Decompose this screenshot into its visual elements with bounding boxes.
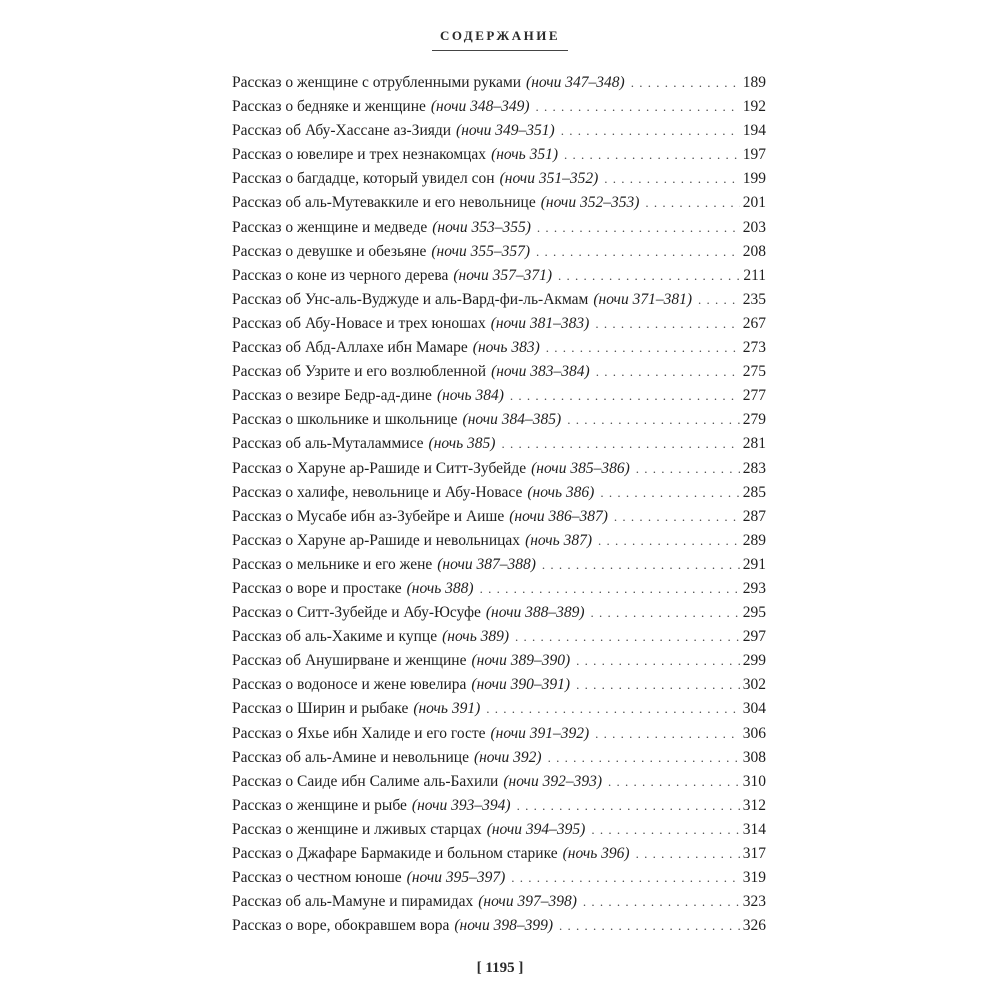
- toc-entry-page: 293: [742, 579, 766, 597]
- toc-entry[interactable]: [232, 866, 766, 890]
- toc-entry[interactable]: [232, 842, 766, 866]
- toc-entry[interactable]: [232, 408, 766, 432]
- toc-entry[interactable]: [232, 529, 766, 553]
- dot-leader: [591, 601, 740, 625]
- toc-entry-title: Рассказ о Харуне ар-Рашиде и невольницах: [232, 531, 521, 549]
- toc-entry[interactable]: [232, 191, 766, 215]
- toc-entry-page: 299: [742, 652, 766, 670]
- toc-entry[interactable]: [232, 360, 766, 384]
- toc-entry-title: Рассказ о Саиде ибн Салиме аль-Бахили: [232, 772, 499, 790]
- toc-entry-nights: (ночь 386): [527, 483, 595, 501]
- toc-entry-title: Рассказ о честном юноше: [232, 869, 402, 887]
- toc-entry[interactable]: [232, 288, 766, 312]
- dot-leader: [583, 890, 740, 914]
- toc-entry-page: 317: [742, 845, 766, 862]
- dot-leader: [536, 240, 740, 264]
- toc-entry-title: Рассказ о халифе, невольнице и Абу-Новасе: [232, 483, 523, 501]
- toc-entry-page: 287: [742, 507, 766, 525]
- toc-entry-page: 306: [742, 724, 766, 742]
- toc-entry-nights: (ночь 389): [442, 628, 510, 646]
- toc-entry-page: 192: [742, 98, 766, 116]
- toc-entry-title: Рассказ о мельнике и его жене: [232, 555, 433, 573]
- toc-entry-nights: (ночи 383–384): [491, 363, 590, 381]
- dot-leader: [596, 360, 740, 384]
- toc-entry-nights: (ночи 355–357): [431, 242, 531, 260]
- toc-entry-title: Рассказ о Ширин и рыбаке: [232, 700, 409, 718]
- toc-entry-title: Рассказ о Харуне ар-Рашиде и Ситт-Зубейде: [232, 459, 527, 477]
- toc-entry[interactable]: [232, 432, 766, 456]
- toc-entry[interactable]: [232, 722, 766, 746]
- dot-leader: [559, 914, 740, 938]
- toc-entry-title: Рассказ о девушке и обезьяне: [232, 242, 427, 260]
- toc-entry-nights: (ночи 393–394): [411, 796, 511, 814]
- toc-entry-page: 323: [742, 893, 766, 911]
- toc-entry[interactable]: [232, 697, 766, 721]
- toc-entry-nights: (ночи 385–386): [531, 459, 630, 477]
- toc-entry[interactable]: [232, 553, 766, 577]
- toc-entry-page: 314: [742, 820, 766, 838]
- dot-leader: [591, 818, 739, 842]
- dot-leader: [608, 770, 740, 794]
- dot-leader: [564, 143, 740, 167]
- toc-entry-nights: (ночь 387): [525, 531, 592, 549]
- toc-entry-nights: (ночи 387–388): [437, 555, 536, 573]
- toc-entry-page: 295: [742, 604, 766, 622]
- toc-entry-title: Рассказ о Джафаре Бармакиде и больном старике: [232, 845, 558, 862]
- toc-entry-nights: (ночи 352–353): [540, 194, 640, 212]
- toc-entry[interactable]: [232, 505, 766, 529]
- toc-entry[interactable]: [232, 95, 766, 119]
- toc-entry-page: 285: [742, 483, 766, 501]
- toc-entry-title: Рассказ о коне из черного дерева: [232, 266, 449, 284]
- dot-leader: [561, 119, 740, 143]
- toc-entry-title: Рассказ об аль-Хакиме и купце: [232, 628, 438, 646]
- toc-entry-title: Рассказ об аль-Муталаммисе: [232, 435, 424, 453]
- toc-entry[interactable]: [232, 143, 766, 167]
- dot-leader: [510, 384, 740, 408]
- toc-entry-page: 308: [742, 748, 766, 766]
- toc-entry-title: Рассказ о бедняке и женщине: [232, 98, 426, 116]
- toc-entry-nights: (ночь 391): [413, 700, 481, 718]
- dot-leader: [636, 842, 740, 866]
- dot-leader: [486, 697, 739, 721]
- toc-entry-page: 310: [742, 772, 766, 790]
- dot-leader: [614, 505, 740, 529]
- dot-leader: [515, 625, 740, 649]
- dot-leader: [698, 288, 740, 312]
- dot-leader: [645, 191, 739, 215]
- toc-entry-title: Рассказ о воре и простаке: [232, 579, 402, 597]
- title-underline: [432, 50, 568, 51]
- toc-entry-nights: (ночи 371–381): [593, 290, 692, 308]
- toc-entry-page: 208: [742, 242, 766, 260]
- toc-entry-nights: (ночь 396): [562, 845, 630, 862]
- toc-entry-page: 279: [742, 411, 766, 429]
- toc-entry-nights: (ночи 381–383): [490, 314, 590, 332]
- toc-entry-title: Рассказ о багдадце, который увидел сон: [232, 170, 495, 188]
- toc-entry-page: 289: [742, 531, 766, 549]
- dot-leader: [517, 794, 740, 818]
- toc-entry-page: 194: [742, 122, 766, 140]
- toc-entry[interactable]: [232, 649, 766, 673]
- toc-entry[interactable]: [232, 577, 766, 601]
- toc-entry[interactable]: [232, 119, 766, 143]
- dot-leader: [536, 95, 740, 119]
- dot-leader: [576, 649, 740, 673]
- toc-entry-nights: (ночи 348–349): [430, 98, 530, 116]
- toc-entry[interactable]: [232, 625, 766, 649]
- toc-entry[interactable]: [232, 264, 766, 288]
- toc-entry[interactable]: [232, 914, 766, 938]
- toc-entry-title: Рассказ о Мусабе ибн аз-Зубейре и Аише: [232, 507, 505, 525]
- toc-entry[interactable]: [232, 457, 766, 481]
- toc-entry-nights: (ночи 398–399): [454, 917, 553, 935]
- toc-entry[interactable]: [232, 312, 766, 336]
- toc-entry-page: 304: [742, 700, 766, 718]
- toc-entry[interactable]: [232, 240, 766, 264]
- toc-entry-title: Рассказ об Абу-Новасе и трех юношах: [232, 314, 486, 332]
- toc-entry-title: Рассказ об аль-Мамуне и пирамидах: [232, 893, 474, 911]
- toc-entry-title: Рассказ о Яхье ибн Халиде и его госте: [232, 724, 486, 742]
- toc-entry-title: Рассказ о женщине с отрубленными руками: [232, 74, 522, 91]
- toc-entry[interactable]: [232, 71, 766, 95]
- dot-leader: [548, 746, 740, 770]
- dot-leader: [604, 167, 740, 191]
- toc-entry-title: Рассказ о женщине и рыбе: [232, 796, 407, 814]
- toc-entry-page: 297: [742, 628, 766, 646]
- toc-entry-title: Рассказ о женщине и медведе: [232, 218, 428, 236]
- toc-entry-page: 235: [742, 290, 766, 308]
- toc-entry[interactable]: [232, 770, 766, 794]
- toc-entry-title: Рассказ о школьнике и школьнице: [232, 411, 458, 429]
- toc-entry-page: 203: [742, 218, 766, 236]
- toc-entry[interactable]: [232, 746, 766, 770]
- dot-leader: [595, 722, 740, 746]
- table-of-contents: [232, 71, 766, 938]
- toc-entry[interactable]: [232, 673, 766, 697]
- toc-entry-page: 267: [742, 314, 766, 332]
- toc-entry-title: Рассказ о воре, обокравшем вора: [232, 917, 450, 935]
- toc-entry[interactable]: [232, 601, 766, 625]
- toc-entry-nights: (ночь 384): [436, 387, 504, 405]
- dot-leader: [542, 553, 740, 577]
- toc-entry-nights: (ночи 389–390): [471, 652, 571, 670]
- dot-leader: [501, 432, 739, 456]
- toc-entry-title: Рассказ об аль-Мутеваккиле и его невольнице: [232, 194, 536, 212]
- toc-entry[interactable]: [232, 818, 766, 842]
- toc-entry-page: 319: [742, 869, 766, 887]
- dot-leader: [558, 264, 740, 288]
- toc-entry-page: 273: [742, 339, 766, 357]
- dot-leader: [631, 71, 740, 95]
- toc-entry-nights: (ночи 395–397): [406, 869, 506, 887]
- toc-entry-nights: (ночи 390–391): [471, 676, 571, 694]
- dot-leader: [511, 866, 739, 890]
- toc-entry-nights: (ночи 349–351): [456, 122, 555, 140]
- toc-entry-nights: (ночи 394–395): [486, 820, 586, 838]
- toc-entry-page: 326: [742, 917, 766, 935]
- page-number: [ 1195 ]: [476, 960, 524, 976]
- toc-entry-nights: (ночи 353–355): [432, 218, 531, 236]
- toc-entry-nights: (ночи 351–352): [499, 170, 599, 188]
- toc-entry-page: 281: [742, 435, 766, 453]
- toc-entry-title: Рассказ об Унс-аль-Вуджуде и аль-Вард-фи-ль-Акмам: [232, 290, 589, 308]
- toc-entry-title: Рассказ о везире Бедр-ад-дине: [232, 387, 432, 405]
- toc-entry-nights: (ночи 391–392): [490, 724, 590, 742]
- toc-entry-nights: (ночи 386–387): [509, 507, 608, 525]
- dot-leader: [636, 457, 740, 481]
- toc-entry-page: 283: [742, 459, 766, 477]
- toc-entry[interactable]: [232, 384, 766, 408]
- toc-entry-nights: (ночь 385): [428, 435, 496, 453]
- toc-entry-page: 201: [742, 194, 766, 212]
- toc-entry-title: Рассказ о ювелире и трех незнакомцах: [232, 146, 487, 164]
- dot-leader: [537, 216, 740, 240]
- toc-entry[interactable]: [232, 167, 766, 191]
- toc-entry[interactable]: [232, 890, 766, 914]
- toc-entry[interactable]: [232, 794, 766, 818]
- toc-entry-nights: (ночи 347–348): [526, 74, 625, 91]
- toc-entry-nights: (ночи 388–389): [485, 604, 585, 622]
- toc-entry[interactable]: [232, 481, 766, 505]
- toc-entry-nights: (ночь 383): [472, 339, 540, 357]
- toc-entry-title: Рассказ о Ситт-Зубейде и Абу-Юсуфе: [232, 604, 481, 622]
- toc-entry-nights: (ночи 397–398): [478, 893, 577, 911]
- toc-entry[interactable]: [232, 336, 766, 360]
- toc-entry-page: 312: [742, 796, 766, 814]
- dot-leader: [576, 673, 740, 697]
- dot-leader: [480, 577, 740, 601]
- toc-entry-page: 197: [742, 146, 766, 164]
- toc-entry-nights: (ночь 388): [406, 579, 474, 597]
- toc-entry-title: Рассказ об Абд-Аллахе ибн Мамаре: [232, 339, 468, 357]
- toc-entry-page: 199: [742, 170, 766, 188]
- toc-entry-page: 302: [742, 676, 766, 694]
- toc-entry-page: 189: [742, 74, 766, 91]
- toc-entry-page: 291: [742, 555, 766, 573]
- toc-entry-title: Рассказ о женщине и лживых старцах: [232, 820, 482, 838]
- toc-entry[interactable]: [232, 216, 766, 240]
- dot-leader: [598, 529, 740, 553]
- toc-entry-nights: (ночи 392–393): [503, 772, 602, 790]
- toc-entry-nights: (ночи 392): [473, 748, 542, 766]
- page-title: СОДЕРЖАНИЕ: [439, 28, 561, 43]
- dot-leader: [600, 481, 739, 505]
- toc-entry-title: Рассказ об Узрите и его возлюбленной: [232, 363, 487, 381]
- toc-entry-page: 277: [742, 387, 766, 405]
- dot-leader: [595, 312, 739, 336]
- dot-leader: [567, 408, 740, 432]
- toc-entry-title: Рассказ о водоносе и жене ювелира: [232, 676, 467, 694]
- toc-entry-page: 211: [743, 266, 766, 284]
- toc-entry-nights: (ночь 351): [491, 146, 558, 164]
- toc-entry-nights: (ночи 384–385): [462, 411, 562, 429]
- toc-entry-nights: (ночи 357–371): [453, 266, 552, 284]
- toc-entry-title: Рассказ об Абу-Хассане аз-Зияди: [232, 122, 452, 140]
- dot-leader: [546, 336, 740, 360]
- toc-entry-title: Рассказ об Ануширване и женщине: [232, 652, 467, 670]
- toc-entry-page: 275: [742, 363, 766, 381]
- toc-entry-title: Рассказ об аль-Амине и невольнице: [232, 748, 469, 766]
